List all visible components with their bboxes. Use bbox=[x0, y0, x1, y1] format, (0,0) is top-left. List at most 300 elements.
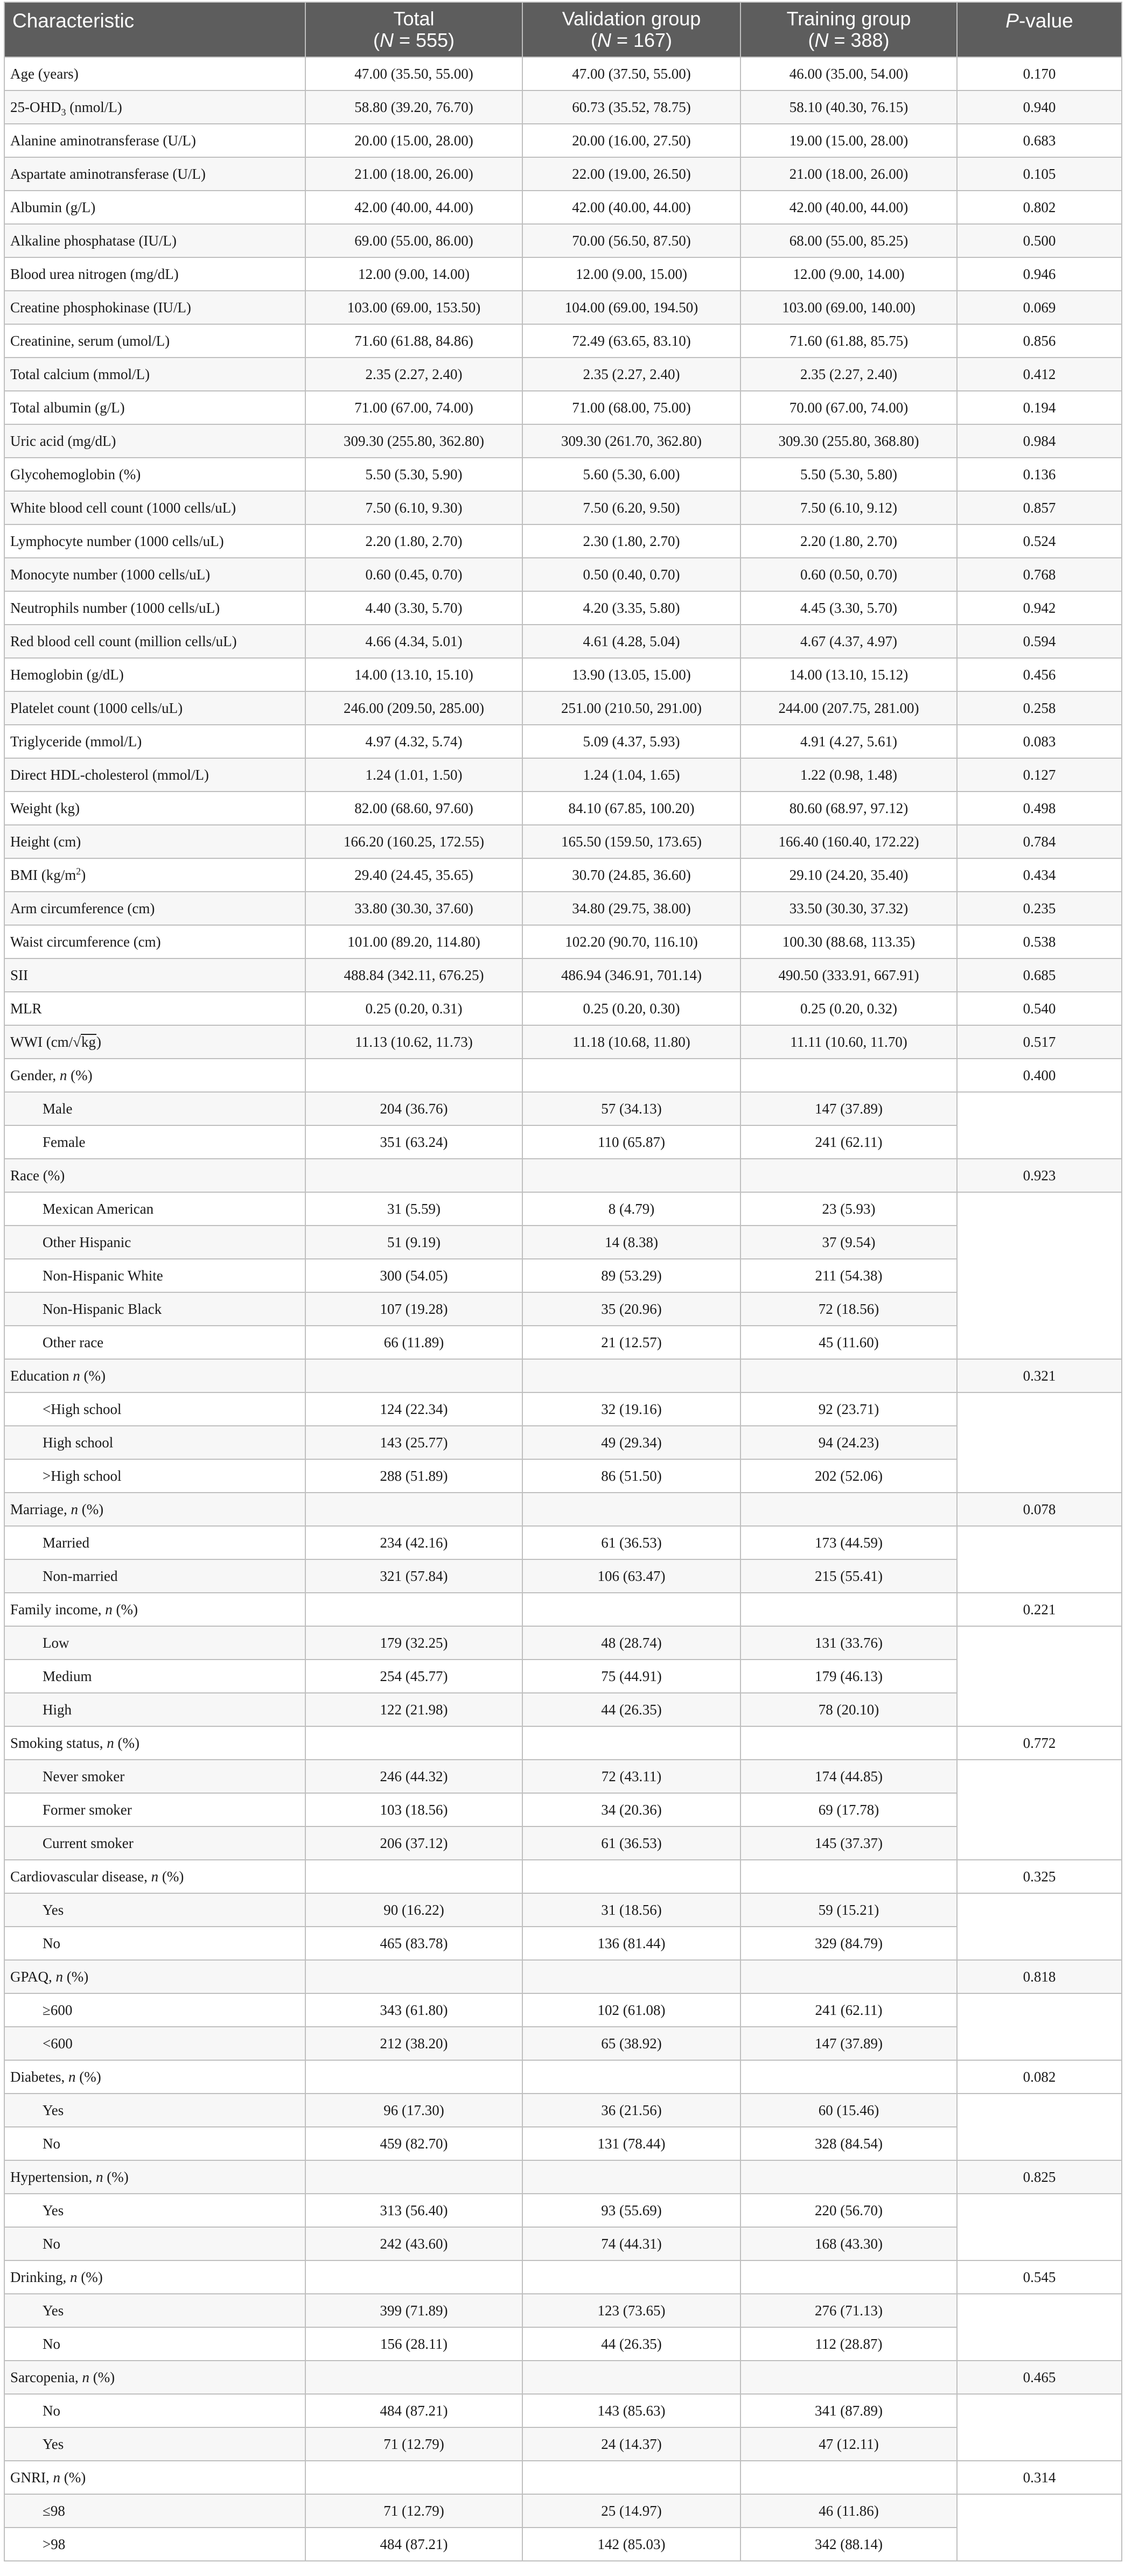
empty-cell bbox=[740, 1159, 957, 1192]
validation-cell: 61 (36.53) bbox=[522, 1526, 740, 1559]
empty-cell bbox=[522, 1960, 740, 1993]
label-text: GNRI, bbox=[10, 2469, 53, 2486]
p-value-cell: 0.517 bbox=[957, 1025, 1122, 1059]
level-row bbox=[4, 1092, 1122, 1125]
header-validation-n: (N = 167) bbox=[590, 29, 673, 51]
table-row bbox=[4, 257, 1122, 291]
empty-cell bbox=[305, 1159, 522, 1192]
validation-cell: 12.00 (9.00, 15.00) bbox=[522, 257, 740, 291]
level-label-cell: Other race bbox=[4, 1326, 305, 1359]
p-value-cell: 0.456 bbox=[957, 658, 1122, 691]
validation-cell: 110 (65.87) bbox=[522, 1125, 740, 1159]
training-cell: 173 (44.59) bbox=[740, 1526, 957, 1559]
training-cell: 60 (15.46) bbox=[740, 2094, 957, 2127]
empty-cell bbox=[522, 1159, 740, 1192]
label-text-suffix: ) bbox=[96, 1033, 102, 1050]
validation-cell: 49 (29.34) bbox=[522, 1426, 740, 1459]
validation-cell: 11.18 (10.68, 11.80) bbox=[522, 1025, 740, 1059]
group-header-row bbox=[4, 1593, 1122, 1626]
level-row bbox=[4, 2427, 1122, 2461]
label-italic-n: n bbox=[68, 2068, 76, 2085]
p-value-spacer-cell bbox=[957, 2194, 1122, 2260]
level-label-cell: No bbox=[4, 2227, 305, 2260]
validation-cell: 61 (36.53) bbox=[522, 1826, 740, 1860]
characteristic-cell: SII bbox=[4, 958, 305, 992]
level-row bbox=[4, 2227, 1122, 2260]
label-text-suffix: ) bbox=[81, 866, 86, 883]
label-italic-n: n bbox=[71, 1501, 78, 1517]
training-cell: 19.00 (15.00, 28.00) bbox=[740, 124, 957, 157]
label-text-suffix: (%) bbox=[158, 1868, 184, 1885]
level-label-cell: High bbox=[4, 1693, 305, 1726]
validation-cell: 35 (20.96) bbox=[522, 1292, 740, 1326]
p-value-spacer-cell bbox=[957, 1626, 1122, 1726]
validation-cell: 0.50 (0.40, 0.70) bbox=[522, 558, 740, 591]
group-label-cell bbox=[4, 2260, 305, 2294]
table-row bbox=[4, 892, 1122, 925]
level-row bbox=[4, 1760, 1122, 1793]
training-cell: 78 (20.10) bbox=[740, 1693, 957, 1726]
training-cell: 168 (43.30) bbox=[740, 2227, 957, 2260]
total-cell: 5.50 (5.30, 5.90) bbox=[305, 458, 522, 491]
p-value-cell: 0.465 bbox=[957, 2361, 1122, 2394]
p-value-cell: 0.545 bbox=[957, 2260, 1122, 2294]
training-cell: 1.22 (0.98, 1.48) bbox=[740, 758, 957, 792]
table-row bbox=[4, 524, 1122, 558]
p-value-spacer-cell bbox=[957, 1392, 1122, 1493]
table-body bbox=[4, 57, 1122, 2561]
characteristic-cell: Alkaline phosphatase (IU/L) bbox=[4, 224, 305, 257]
characteristic-cell: Uric acid (mg/dL) bbox=[4, 424, 305, 458]
table-row bbox=[4, 558, 1122, 591]
p-value-cell: 0.683 bbox=[957, 124, 1122, 157]
level-row bbox=[4, 1693, 1122, 1726]
level-label-cell: Former smoker bbox=[4, 1793, 305, 1826]
header-training-label: Training group bbox=[786, 8, 911, 30]
level-row bbox=[4, 1993, 1122, 2027]
table-container bbox=[4, 2, 1121, 2561]
level-label-cell: Married bbox=[4, 1526, 305, 1559]
total-cell: 343 (61.80) bbox=[305, 1993, 522, 2027]
validation-cell: 44 (26.35) bbox=[522, 1693, 740, 1726]
level-row bbox=[4, 2394, 1122, 2427]
label-text: 25-OHD bbox=[10, 99, 61, 115]
empty-cell bbox=[305, 1359, 522, 1392]
p-value-spacer-cell bbox=[957, 1092, 1122, 1159]
training-cell: 58.10 (40.30, 76.15) bbox=[740, 90, 957, 124]
validation-cell: 75 (44.91) bbox=[522, 1660, 740, 1693]
level-label-cell: Female bbox=[4, 1125, 305, 1159]
total-cell: 4.66 (4.34, 5.01) bbox=[305, 625, 522, 658]
level-row bbox=[4, 2494, 1122, 2528]
validation-cell: 2.35 (2.27, 2.40) bbox=[522, 358, 740, 391]
total-cell: 51 (9.19) bbox=[305, 1226, 522, 1259]
training-cell: 241 (62.11) bbox=[740, 1125, 957, 1159]
level-label-cell: ≤98 bbox=[4, 2494, 305, 2528]
training-cell: 147 (37.89) bbox=[740, 2027, 957, 2060]
table-row bbox=[4, 57, 1122, 90]
validation-cell: 36 (21.56) bbox=[522, 2094, 740, 2127]
p-value-spacer-cell bbox=[957, 2394, 1122, 2461]
label-italic-n: n bbox=[105, 1601, 113, 1618]
p-value-spacer-cell bbox=[957, 2294, 1122, 2361]
empty-cell bbox=[522, 1860, 740, 1893]
training-cell: 21.00 (18.00, 26.00) bbox=[740, 157, 957, 191]
level-row bbox=[4, 1893, 1122, 1927]
group-label-cell bbox=[4, 1960, 305, 1993]
p-value-cell: 0.498 bbox=[957, 792, 1122, 825]
p-value-cell: 0.258 bbox=[957, 691, 1122, 725]
validation-cell: 74 (44.31) bbox=[522, 2227, 740, 2260]
total-cell: 66 (11.89) bbox=[305, 1326, 522, 1359]
training-cell: 5.50 (5.30, 5.80) bbox=[740, 458, 957, 491]
p-value-cell: 0.538 bbox=[957, 925, 1122, 958]
group-header-row bbox=[4, 1860, 1122, 1893]
validation-cell: 0.25 (0.20, 0.30) bbox=[522, 992, 740, 1025]
label-radicand: kg bbox=[81, 1033, 96, 1050]
group-header-row bbox=[4, 2060, 1122, 2094]
total-cell: 12.00 (9.00, 14.00) bbox=[305, 257, 522, 291]
header-total-label: Total bbox=[393, 8, 435, 30]
table-row bbox=[4, 658, 1122, 691]
level-label-cell: Never smoker bbox=[4, 1760, 305, 1793]
total-cell: 0.60 (0.45, 0.70) bbox=[305, 558, 522, 591]
level-label-cell: Yes bbox=[4, 2427, 305, 2461]
level-label-cell: Current smoker bbox=[4, 1826, 305, 1860]
level-row bbox=[4, 1192, 1122, 1226]
level-row bbox=[4, 1526, 1122, 1559]
header-validation bbox=[522, 2, 740, 57]
validation-cell: 13.90 (13.05, 15.00) bbox=[522, 658, 740, 691]
total-cell: 2.20 (1.80, 2.70) bbox=[305, 524, 522, 558]
p-value-spacer-cell bbox=[957, 1993, 1122, 2060]
characteristic-cell: Arm circumference (cm) bbox=[4, 892, 305, 925]
empty-cell bbox=[740, 2260, 957, 2294]
label-text-suffix: (%) bbox=[89, 2369, 115, 2385]
header-p-value: P-value bbox=[957, 2, 1122, 57]
label-text: Smoking status, bbox=[10, 1734, 107, 1751]
training-cell: 342 (88.14) bbox=[740, 2528, 957, 2561]
label-text: Cardiovascular disease, bbox=[10, 1868, 151, 1885]
level-label-cell: <High school bbox=[4, 1392, 305, 1426]
validation-cell: 22.00 (19.00, 26.50) bbox=[522, 157, 740, 191]
p-value-cell: 0.082 bbox=[957, 2060, 1122, 2094]
total-cell: 313 (56.40) bbox=[305, 2194, 522, 2227]
total-cell: 47.00 (35.50, 55.00) bbox=[305, 57, 522, 90]
group-label-cell bbox=[4, 1860, 305, 1893]
level-row bbox=[4, 1626, 1122, 1660]
validation-cell: 21 (12.57) bbox=[522, 1326, 740, 1359]
total-cell: 0.25 (0.20, 0.31) bbox=[305, 992, 522, 1025]
training-cell: 244.00 (207.75, 281.00) bbox=[740, 691, 957, 725]
training-cell: 7.50 (6.10, 9.12) bbox=[740, 491, 957, 524]
validation-cell: 251.00 (210.50, 291.00) bbox=[522, 691, 740, 725]
total-cell: 484 (87.21) bbox=[305, 2394, 522, 2427]
training-cell: 68.00 (55.00, 85.25) bbox=[740, 224, 957, 257]
total-cell: 82.00 (68.60, 97.60) bbox=[305, 792, 522, 825]
p-value-cell: 0.984 bbox=[957, 424, 1122, 458]
level-row bbox=[4, 2094, 1122, 2127]
group-label-cell bbox=[4, 1593, 305, 1626]
characteristic-cell: Albumin (g/L) bbox=[4, 191, 305, 224]
p-value-cell: 0.856 bbox=[957, 324, 1122, 358]
training-cell: 341 (87.89) bbox=[740, 2394, 957, 2427]
validation-cell: 309.30 (261.70, 362.80) bbox=[522, 424, 740, 458]
validation-cell: 2.30 (1.80, 2.70) bbox=[522, 524, 740, 558]
level-row bbox=[4, 1793, 1122, 1826]
training-cell: 29.10 (24.20, 35.40) bbox=[740, 858, 957, 892]
training-cell: 220 (56.70) bbox=[740, 2194, 957, 2227]
training-cell: 14.00 (13.10, 15.12) bbox=[740, 658, 957, 691]
validation-cell: 5.09 (4.37, 5.93) bbox=[522, 725, 740, 758]
total-cell: 399 (71.89) bbox=[305, 2294, 522, 2327]
validation-cell: 24 (14.37) bbox=[522, 2427, 740, 2461]
level-row bbox=[4, 2027, 1122, 2060]
total-cell: 96 (17.30) bbox=[305, 2094, 522, 2127]
total-cell: 71.60 (61.88, 84.86) bbox=[305, 324, 522, 358]
p-value-cell: 0.235 bbox=[957, 892, 1122, 925]
training-cell: 4.91 (4.27, 5.61) bbox=[740, 725, 957, 758]
total-cell: 1.24 (1.01, 1.50) bbox=[305, 758, 522, 792]
total-cell: 246 (44.32) bbox=[305, 1760, 522, 1793]
table-row bbox=[4, 491, 1122, 524]
total-cell: 58.80 (39.20, 76.70) bbox=[305, 90, 522, 124]
characteristic-cell: Neutrophils number (1000 cells/uL) bbox=[4, 591, 305, 625]
training-cell: 45 (11.60) bbox=[740, 1326, 957, 1359]
validation-cell: 57 (34.13) bbox=[522, 1092, 740, 1125]
level-row bbox=[4, 2327, 1122, 2361]
p-value-cell: 0.500 bbox=[957, 224, 1122, 257]
level-label-cell: Yes bbox=[4, 2194, 305, 2227]
p-value-spacer-cell bbox=[957, 1760, 1122, 1860]
level-row bbox=[4, 1125, 1122, 1159]
level-row bbox=[4, 1559, 1122, 1593]
level-label-cell: Mexican American bbox=[4, 1192, 305, 1226]
total-cell: 71.00 (67.00, 74.00) bbox=[305, 391, 522, 424]
characteristic-cell: Blood urea nitrogen (mg/dL) bbox=[4, 257, 305, 291]
label-text-suffix: (nmol/L) bbox=[66, 99, 122, 115]
label-text-suffix: (%) bbox=[112, 1601, 138, 1618]
training-cell: 4.45 (3.30, 5.70) bbox=[740, 591, 957, 625]
total-cell: 4.97 (4.32, 5.74) bbox=[305, 725, 522, 758]
empty-cell bbox=[305, 2060, 522, 2094]
training-cell: 166.40 (160.40, 172.22) bbox=[740, 825, 957, 858]
validation-cell: 4.61 (4.28, 5.04) bbox=[522, 625, 740, 658]
validation-cell: 102.20 (90.70, 116.10) bbox=[522, 925, 740, 958]
label-text: BMI (kg/m bbox=[10, 866, 76, 883]
total-cell: 14.00 (13.10, 15.10) bbox=[305, 658, 522, 691]
table-row bbox=[4, 191, 1122, 224]
level-row bbox=[4, 1927, 1122, 1960]
table-row bbox=[4, 391, 1122, 424]
level-row bbox=[4, 2127, 1122, 2160]
p-value-spacer-cell bbox=[957, 1192, 1122, 1359]
training-cell: 69 (17.78) bbox=[740, 1793, 957, 1826]
training-cell: 100.30 (88.68, 113.35) bbox=[740, 925, 957, 958]
training-cell: 37 (9.54) bbox=[740, 1226, 957, 1259]
total-cell: 107 (19.28) bbox=[305, 1292, 522, 1326]
validation-cell: 7.50 (6.20, 9.50) bbox=[522, 491, 740, 524]
empty-cell bbox=[522, 2361, 740, 2394]
training-cell: 0.60 (0.50, 0.70) bbox=[740, 558, 957, 591]
p-value-cell: 0.069 bbox=[957, 291, 1122, 324]
characteristic-cell bbox=[4, 1025, 305, 1059]
validation-cell: 104.00 (69.00, 194.50) bbox=[522, 291, 740, 324]
training-cell: 145 (37.37) bbox=[740, 1826, 957, 1860]
p-value-cell: 0.685 bbox=[957, 958, 1122, 992]
p-value-cell: 0.802 bbox=[957, 191, 1122, 224]
total-cell: 33.80 (30.30, 37.60) bbox=[305, 892, 522, 925]
label-superscript: 2 bbox=[76, 865, 81, 877]
total-cell: 11.13 (10.62, 11.73) bbox=[305, 1025, 522, 1059]
level-label-cell: Yes bbox=[4, 1893, 305, 1927]
label-text-suffix: (%) bbox=[80, 1367, 106, 1384]
training-cell: 179 (46.13) bbox=[740, 1660, 957, 1693]
training-cell: 71.60 (61.88, 85.75) bbox=[740, 324, 957, 358]
empty-cell bbox=[740, 1593, 957, 1626]
validation-cell: 70.00 (56.50, 87.50) bbox=[522, 224, 740, 257]
characteristic-cell bbox=[4, 90, 305, 124]
group-header-row bbox=[4, 2260, 1122, 2294]
total-cell: 71 (12.79) bbox=[305, 2494, 522, 2528]
characteristic-cell: Lymphocyte number (1000 cells/uL) bbox=[4, 524, 305, 558]
empty-cell bbox=[522, 1593, 740, 1626]
total-cell: 206 (37.12) bbox=[305, 1826, 522, 1860]
p-value-cell: 0.078 bbox=[957, 1493, 1122, 1526]
table-row bbox=[4, 224, 1122, 257]
table-row bbox=[4, 825, 1122, 858]
empty-cell bbox=[740, 2160, 957, 2194]
characteristic-cell: Aspartate aminotransferase (U/L) bbox=[4, 157, 305, 191]
training-cell: 42.00 (40.00, 44.00) bbox=[740, 191, 957, 224]
level-label-cell: Medium bbox=[4, 1660, 305, 1693]
empty-cell bbox=[522, 1726, 740, 1760]
table-row bbox=[4, 1025, 1122, 1059]
validation-cell: 34 (20.36) bbox=[522, 1793, 740, 1826]
group-label-cell bbox=[4, 2461, 305, 2494]
validation-cell: 142 (85.03) bbox=[522, 2528, 740, 2561]
validation-cell: 123 (73.65) bbox=[522, 2294, 740, 2327]
label-italic-n: n bbox=[151, 1868, 159, 1885]
training-cell: 276 (71.13) bbox=[740, 2294, 957, 2327]
validation-cell: 143 (85.63) bbox=[522, 2394, 740, 2427]
total-cell: 242 (43.60) bbox=[305, 2227, 522, 2260]
total-cell: 234 (42.16) bbox=[305, 1526, 522, 1559]
characteristic-cell: Direct HDL-cholesterol (mmol/L) bbox=[4, 758, 305, 792]
total-cell: 2.35 (2.27, 2.40) bbox=[305, 358, 522, 391]
level-label-cell: <600 bbox=[4, 2027, 305, 2060]
p-value-spacer-cell bbox=[957, 1893, 1122, 1960]
empty-cell bbox=[740, 2461, 957, 2494]
p-value-cell: 0.412 bbox=[957, 358, 1122, 391]
p-value-cell: 0.170 bbox=[957, 57, 1122, 90]
total-cell: 7.50 (6.10, 9.30) bbox=[305, 491, 522, 524]
group-header-row bbox=[4, 1359, 1122, 1392]
table-row bbox=[4, 324, 1122, 358]
training-cell: 80.60 (68.97, 97.12) bbox=[740, 792, 957, 825]
empty-cell bbox=[305, 1493, 522, 1526]
training-cell: 92 (23.71) bbox=[740, 1392, 957, 1426]
group-label-cell bbox=[4, 2060, 305, 2094]
level-row bbox=[4, 1660, 1122, 1693]
label-italic-n: n bbox=[59, 1067, 67, 1083]
training-cell: 211 (54.38) bbox=[740, 1259, 957, 1292]
label-italic-n: n bbox=[95, 2168, 103, 2185]
group-header-row bbox=[4, 2461, 1122, 2494]
label-text: WWI (cm/ bbox=[10, 1033, 73, 1050]
level-label-cell: Low bbox=[4, 1626, 305, 1660]
level-label-cell: Yes bbox=[4, 2294, 305, 2327]
characteristic-cell: Height (cm) bbox=[4, 825, 305, 858]
label-text: Sarcopenia, bbox=[10, 2369, 82, 2385]
validation-cell: 60.73 (35.52, 78.75) bbox=[522, 90, 740, 124]
label-text-suffix: (%) bbox=[103, 2168, 129, 2185]
validation-cell: 89 (53.29) bbox=[522, 1259, 740, 1292]
empty-cell bbox=[305, 1860, 522, 1893]
level-label-cell: Non-Hispanic White bbox=[4, 1259, 305, 1292]
p-value-cell: 0.857 bbox=[957, 491, 1122, 524]
table-row bbox=[4, 992, 1122, 1025]
p-value-cell: 0.321 bbox=[957, 1359, 1122, 1392]
label-text: Marriage, bbox=[10, 1501, 71, 1517]
validation-cell: 42.00 (40.00, 44.00) bbox=[522, 191, 740, 224]
p-value-cell: 0.083 bbox=[957, 725, 1122, 758]
p-value-cell: 0.818 bbox=[957, 1960, 1122, 1993]
training-cell: 215 (55.41) bbox=[740, 1559, 957, 1593]
characteristic-cell: Total albumin (g/L) bbox=[4, 391, 305, 424]
validation-cell: 30.70 (24.85, 36.60) bbox=[522, 858, 740, 892]
training-cell: 47 (12.11) bbox=[740, 2427, 957, 2461]
label-italic-n: n bbox=[70, 2269, 78, 2285]
validation-cell: 65 (38.92) bbox=[522, 2027, 740, 2060]
level-row bbox=[4, 1459, 1122, 1493]
total-cell: 156 (28.11) bbox=[305, 2327, 522, 2361]
training-cell: 70.00 (67.00, 74.00) bbox=[740, 391, 957, 424]
empty-cell bbox=[305, 1726, 522, 1760]
total-cell: 465 (83.78) bbox=[305, 1927, 522, 1960]
validation-cell: 5.60 (5.30, 6.00) bbox=[522, 458, 740, 491]
label-italic-n: n bbox=[107, 1734, 114, 1751]
empty-cell bbox=[740, 1359, 957, 1392]
p-value-cell: 0.946 bbox=[957, 257, 1122, 291]
p-value-cell: 0.940 bbox=[957, 90, 1122, 124]
empty-cell bbox=[305, 1960, 522, 1993]
empty-cell bbox=[522, 1359, 740, 1392]
p-value-cell: 0.194 bbox=[957, 391, 1122, 424]
validation-cell: 48 (28.74) bbox=[522, 1626, 740, 1660]
group-label-cell bbox=[4, 1726, 305, 1760]
empty-cell bbox=[305, 2260, 522, 2294]
table-row bbox=[4, 424, 1122, 458]
level-row bbox=[4, 1259, 1122, 1292]
characteristic-cell bbox=[4, 858, 305, 892]
level-label-cell: Other Hispanic bbox=[4, 1226, 305, 1259]
label-italic-n: n bbox=[53, 2469, 60, 2486]
label-text-suffix: (%) bbox=[67, 1067, 93, 1083]
validation-cell: 86 (51.50) bbox=[522, 1459, 740, 1493]
label-text-suffix: (%) bbox=[77, 2269, 103, 2285]
training-cell: 490.50 (333.91, 667.91) bbox=[740, 958, 957, 992]
characteristic-cell: Creatinine, serum (umol/L) bbox=[4, 324, 305, 358]
training-cell: 2.35 (2.27, 2.40) bbox=[740, 358, 957, 391]
validation-cell: 102 (61.08) bbox=[522, 1993, 740, 2027]
total-cell: 488.84 (342.11, 676.25) bbox=[305, 958, 522, 992]
table-row bbox=[4, 925, 1122, 958]
characteristic-cell: Waist circumference (cm) bbox=[4, 925, 305, 958]
level-row bbox=[4, 1326, 1122, 1359]
training-cell: 147 (37.89) bbox=[740, 1092, 957, 1125]
group-header-row bbox=[4, 2361, 1122, 2394]
